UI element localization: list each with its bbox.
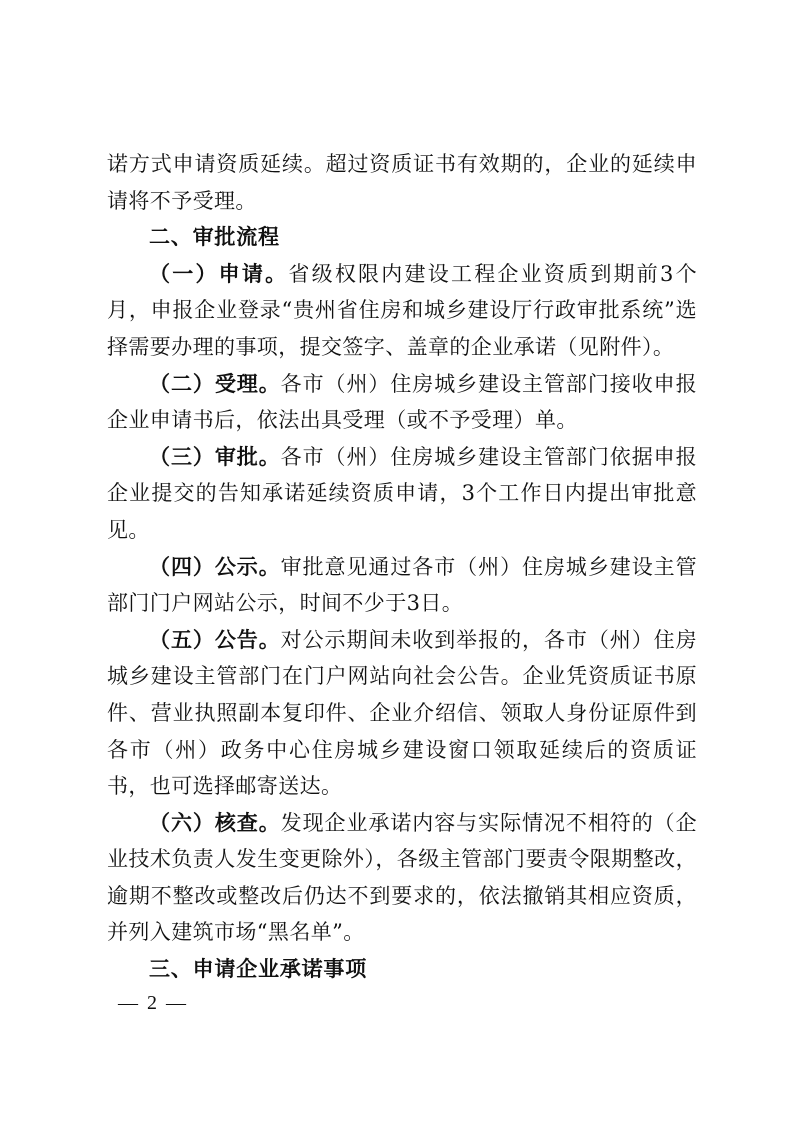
item-acceptance [107,366,697,439]
paragraph-continuation: 诺方式申请资质延续。超过资质证书有效期的，企业的延续申请将不予受理。 [107,152,697,213]
document-body [107,146,697,988]
item-lead: （三）审批。 [149,444,281,469]
item-text: 各市（州）住房城乡建设主管部门依据申报企业提交的告知承诺延续资质申请，3个工作日内提出审批意见。 [107,444,697,542]
item-verification [107,805,697,951]
item-lead: （二）受理。 [149,371,281,396]
item-lead: （五）公告。 [149,627,281,652]
item-application [107,256,697,366]
item-text: 审批意见通过各市（州）住房城乡建设主管部门门户网站公示，时间不少于3日。 [107,554,697,616]
item-announcement [107,622,697,805]
item-lead: （一）申请。 [149,261,289,286]
section-heading-commitments: 三、申请企业承诺事项 [149,957,367,982]
item-lead: （四）公示。 [149,554,281,579]
item-lead: （六）核查。 [149,810,281,835]
item-text: 发现企业承诺内容与实际情况不相符的（企业技术负责人发生变更除外），各级主管部门要责令限期整改，逾期不整改或整改后仍达不到要求的，依法撤销其相应资质，并列入建筑市场“黑名单”。 [107,810,697,945]
item-publicity [107,549,697,622]
section-heading-approval-process: 二、审批流程 [149,225,280,250]
item-text: 对公示期间未收到举报的，各市（州）住房城乡建设主管部门在门户网站向社会公告。企业凭资质证书原件、营业执照副本复印件、企业介绍信、领取人身份证原件到各市（州）政务中心住房城乡建设窗口领取延续后的资质证书，也可选择邮寄送达。 [107,627,697,799]
item-approval [107,439,697,549]
page-number: — 2 — [118,992,188,1014]
item-text: 各市（州）住房城乡建设主管部门接收申报企业申请书后，依法出具受理（或不予受理）单。 [107,371,697,433]
item-text: 省级权限内建设工程企业资质到期前3个月，申报企业登录“贵州省住房和城乡建设厅行政审批系统”选择需要办理的事项，提交签字、盖章的企业承诺（见附件）。 [107,261,698,359]
